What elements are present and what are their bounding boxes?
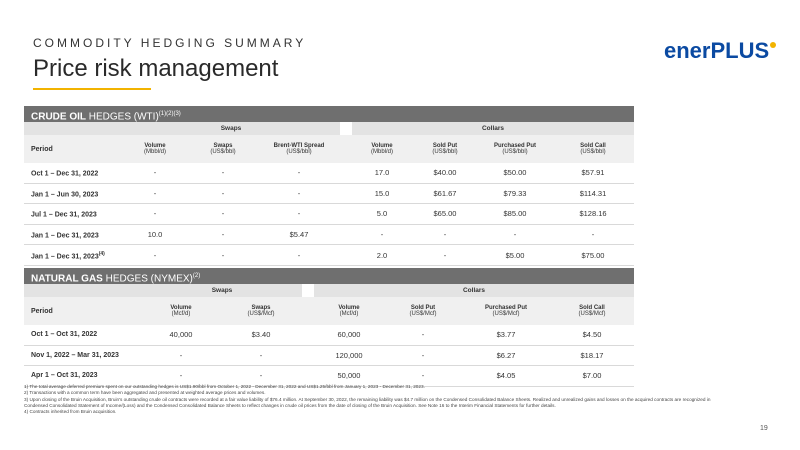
natural-gas-band [24,268,634,284]
crude-cell: 5.0 [352,204,412,225]
crude-oil-band [24,106,634,122]
gas-col-sold-put: Sold Put (US$/Mcf) [384,297,462,325]
gas-col-period: Period [24,297,142,325]
gas-cell: 50,000 [314,366,384,387]
gas-row-period: Apr 1 – Oct 31, 2023 [24,366,142,387]
gas-cell: $7.00 [550,366,634,387]
natural-gas-table [24,284,634,387]
gas-cell: 120,000 [314,345,384,366]
logo-part-plus: PLUS [710,38,770,63]
crude-oil-table [24,122,634,266]
crude-table-row [24,183,634,204]
crude-cell: $57.91 [552,163,634,183]
crude-group-collars: Collars [352,122,634,135]
crude-col-sold-call: Sold Call (US$/bbl) [552,135,634,163]
crude-cell: $5.47 [258,224,340,245]
gas-cell: $4.05 [462,366,550,387]
enerplus-logo [664,38,775,64]
gas-band-bold: NATURAL GAS [31,273,103,285]
crude-col-swaps: Swaps (US$/bbl) [188,135,258,163]
gas-cell: $3.77 [462,325,550,345]
crude-cell: $114.31 [552,183,634,204]
crude-table-row [24,163,634,183]
crude-row-period: Jul 1 – Dec 31, 2023 [24,204,122,225]
crude-cell: - [258,204,340,225]
gas-cell: $4.50 [550,325,634,345]
crude-cell: - [412,224,478,245]
crude-cell: 15.0 [352,183,412,204]
crude-col-purchased-put: Purchased Put (US$/bbl) [478,135,552,163]
crude-col-brent-spread: Brent-WTI Spread (US$/bbl) [258,135,340,163]
crude-cell: - [188,163,258,183]
crude-cell: $79.33 [478,183,552,204]
gas-col-swaps: Swaps (US$/Mcf) [220,297,302,325]
crude-cell: 10.0 [122,224,188,245]
logo-part-ener: ener [664,38,711,63]
footnote-2: 2) Transactions with a common term have been aggregated and presented at weighted average prices and volumes. [24,390,266,396]
gas-col-sold-call: Sold Call (US$/Mcf) [550,297,634,325]
gas-cell: - [384,345,462,366]
crude-cell: $5.00 [478,245,552,266]
crude-cell: $61.67 [412,183,478,204]
gas-cell: - [142,345,220,366]
crude-row-period: Oct 1 – Dec 31, 2022 [24,163,122,183]
crude-cell: 17.0 [352,163,412,183]
gas-table-row [24,345,634,366]
crude-row-period: Jan 1 – Dec 31, 2023$^{(4)}$ [24,245,122,266]
crude-table-row [24,224,634,245]
crude-cell: 2.0 [352,245,412,266]
gas-cell: - [220,366,302,387]
crude-row-period: Jan 1 – Dec 31, 2023 [24,224,122,245]
crude-band-sup: (1)(2)(3) [158,111,181,117]
gas-cell: 40,000 [142,325,220,345]
crude-band-rest: HEDGES (WTI) [86,111,159,123]
crude-cell: - [188,224,258,245]
crude-cell: - [552,224,634,245]
crude-cell: - [122,245,188,266]
gas-col-swap-volume: Volume (Mcf/d) [142,297,220,325]
gas-band-rest: HEDGES (NYMEX) [102,273,193,285]
gas-cell: 60,000 [314,325,384,345]
crude-col-sold-put: Sold Put (US$/bbl) [412,135,478,163]
gas-row-period: Nov 1, 2022 – Mar 31, 2023 [24,345,142,366]
crude-cell: - [258,245,340,266]
crude-table-row [24,204,634,225]
gas-cell: $6.27 [462,345,550,366]
crude-cell: - [412,245,478,266]
crude-cell: - [122,204,188,225]
crude-cell: - [188,183,258,204]
crude-group-blank [24,122,122,135]
gas-col-purchased-put: Purchased Put (US$/Mcf) [462,297,550,325]
crude-col-swap-volume: Volume (Mbbl/d) [122,135,188,163]
crude-cell: $85.00 [478,204,552,225]
crude-row-period: Jan 1 – Jun 30, 2023 [24,183,122,204]
crude-group-swaps: Swaps [122,122,340,135]
gas-table-row [24,325,634,345]
crude-band-bold: CRUDE OIL [31,111,86,123]
gas-cell: - [220,345,302,366]
crude-cell: $65.00 [412,204,478,225]
gas-cell: - [384,325,462,345]
gas-row-period: Oct 1 – Oct 31, 2022 [24,325,142,345]
crude-col-collar-volume: Volume (Mbbl/d) [352,135,412,163]
crude-table-row [24,245,634,266]
gas-cell: $18.17 [550,345,634,366]
gas-group-swaps: Swaps [142,284,302,297]
footnote-4: 4) Contracts inherited from Bruin acquisition. [24,409,117,415]
crude-cell: - [352,224,412,245]
crude-cell: $40.00 [412,163,478,183]
gas-cell: $3.40 [220,325,302,345]
crude-cell: - [188,245,258,266]
page-number: 19 [760,425,768,432]
gas-cell: - [142,366,220,387]
footnote-1: 1) The total average deferred premium spent on our outstanding hedges is US$1.90/bbl from October 1, 2022 - December 31, 2022 and US$1.25/bbl from January 1, 2023 - December 31, 2023. [24,384,425,389]
crude-cell: - [188,204,258,225]
crude-col-period: Period [24,135,122,163]
crude-cell: - [122,183,188,204]
gas-col-collar-volume: Volume (Mcf/d) [314,297,384,325]
gas-group-collars: Collars [314,284,634,297]
crude-cell: - [122,163,188,183]
gas-cell: - [384,366,462,387]
crude-cell: $128.16 [552,204,634,225]
gas-group-blank [24,284,142,297]
footnote-3: 3) Upon closing of the Bruin Acquisition, Bruin's outstanding crude oil contracts were recorded at a fair value liability of $76.4 million. At September 30, 2022, the remaining liability was $4.7 million on the Condensed Consolidated Balance Sheets. Realized and unrealized gains and losses on the acquired contracts are recognized in Condensed Consolidated Statement of Income/(Loss) and the Condensed Consolidated Balance Sheets to reflect changes in crude oil prices from the date of closing of the Bruin Acquisition. See Note 16 to the Interim Financial Statements for further details. [24,396,711,408]
logo-dot-icon [770,42,776,48]
crude-cell: $75.00 [552,245,634,266]
crude-cell: - [258,163,340,183]
section-eyebrow: COMMODITY HEDGING SUMMARY [33,36,307,50]
crude-cell: - [258,183,340,204]
footnotes [24,384,724,415]
crude-cell: - [478,224,552,245]
crude-cell: $50.00 [478,163,552,183]
title-underline [33,88,151,90]
gas-band-sup: (2) [192,273,201,279]
page-title: Price risk management [33,55,279,82]
